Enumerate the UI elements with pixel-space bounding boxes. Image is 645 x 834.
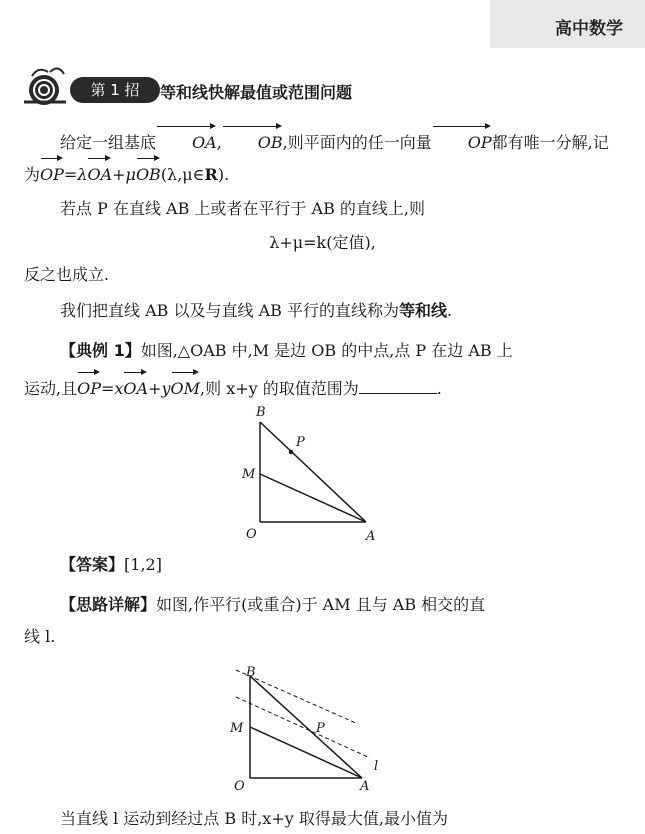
vector-op: OP: [432, 122, 492, 158]
answer-blank: [359, 377, 437, 394]
subject-label: 高中数学: [555, 19, 623, 39]
vector-oa: OA: [156, 122, 217, 158]
vector-ob: OB: [222, 122, 283, 158]
header-band: [490, 0, 645, 48]
footer-partial-line: 当直线 l 运动到经过点 B 时,x+y 取得最大值,最小值为: [60, 809, 448, 828]
label-m-2: M: [230, 721, 244, 736]
answer-tag: 【答案】: [60, 555, 125, 574]
intro-paragraph-1-cont: 为OP=λOA+μOB(λ,μ∈R).: [24, 154, 615, 190]
label-b: B: [256, 405, 266, 420]
answer-value: [1,2]: [124, 555, 162, 574]
snail-icon: [18, 66, 74, 108]
solution-tag: 【思路详解】: [60, 595, 157, 614]
label-l: l: [374, 759, 379, 774]
solution-line-2: 线 l.: [24, 627, 56, 646]
figure-triangle-1: [230, 402, 400, 548]
term-equal-sum-line: 等和线: [398, 301, 447, 320]
formula-line: λ+μ=k(定值),: [269, 233, 376, 252]
label-o: O: [246, 527, 257, 542]
figure-triangle-2: [222, 662, 412, 792]
label-a-2: A: [360, 779, 370, 792]
label-b-2: B: [246, 665, 256, 680]
section-title: 等和线快解最值或范围问题: [160, 83, 353, 102]
intro-paragraph-4: 我们把直线 AB 以及与直线 AB 平行的直线称为等和线.: [60, 301, 453, 320]
label-p-2: P: [316, 721, 325, 736]
label-a: A: [366, 529, 376, 544]
intro-paragraph-3: 反之也成立.: [24, 265, 110, 284]
intro-paragraph-2: 若点 P 在直线 AB 上或者在平行于 AB 的直线上,则: [60, 199, 425, 218]
example-tag: 【典例 1】: [60, 341, 141, 360]
badge-label: 第 1 招: [70, 77, 160, 103]
label-o-2: O: [234, 779, 245, 792]
solution-line-1: 【思路详解】如图,作平行(或重合)于 AM 且与 AB 相交的直: [60, 595, 486, 614]
label-m: M: [242, 467, 256, 482]
answer-line: [24, 550, 615, 580]
example-line-2: 运动,且OP=xOA+yOM,则 x+y 的取值范围为 .: [24, 368, 615, 404]
label-p: P: [296, 435, 305, 450]
example-line-1: 【典例 1】如图,△OAB 中,M 是边 OB 的中点,点 P 在边 AB 上: [60, 341, 513, 360]
vector-om: OM: [171, 368, 201, 404]
intro-paragraph-1: 给定一组基底 OA, OB,则平面内的任一向量 OP都有唯一分解,记: [24, 122, 615, 158]
